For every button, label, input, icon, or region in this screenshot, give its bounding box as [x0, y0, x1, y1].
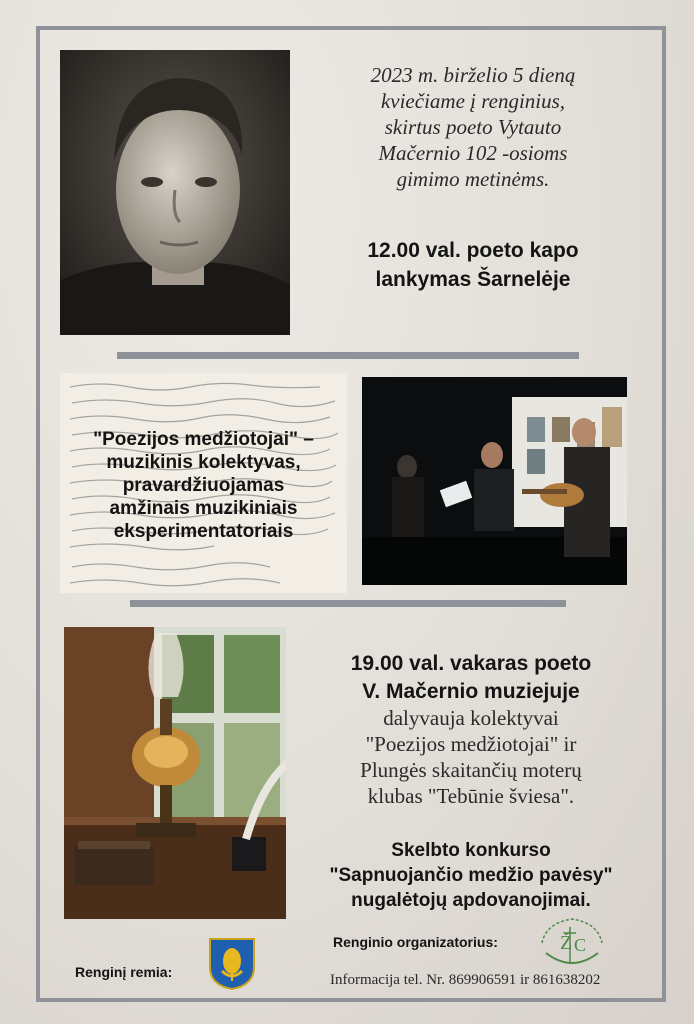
poet-portrait-photo	[60, 50, 290, 335]
cultural-centre-logo-icon	[536, 913, 608, 973]
oil-lamp-photo	[64, 627, 286, 919]
contact-info: Informacija tel. Nr. 869906591 ir 861638202	[330, 972, 601, 988]
band-description: "Poezijos medžiotojai" – muzikinis kolektyvas, pravardžiuojamas amžinais muzikiniais eksperimentatoriais	[93, 429, 314, 542]
evening-event-title: 19.00 val. vakaras poeto V. Mačernio muziejuje	[350, 652, 592, 703]
divider-bottom	[130, 600, 566, 607]
svg-text:C: C	[574, 935, 587, 955]
band-performance-photo	[362, 377, 627, 585]
divider-top	[117, 352, 579, 359]
contest-awards-text: Skelbto konkurso "Sapnuojančio medžio pavėsy" nugalėtojų apdovanojimai.	[329, 840, 613, 911]
event-grave-visit: 12.00 val. poeto kapo lankymas Šarnelėje	[367, 239, 579, 291]
intro-text: 2023 m. birželio 5 dieną kviečiame į renginius, skirtus poeto Vytauto Mačernio 102 -osioms gimimo metinėms.	[370, 63, 576, 191]
municipality-coat-of-arms-icon	[208, 937, 256, 991]
svg-text:Ž: Ž	[560, 932, 573, 954]
organizer-label: Renginio organizatorius:	[333, 934, 498, 950]
sponsor-label: Renginį remia:	[75, 964, 173, 980]
evening-event-description: dalyvauja kolektyvai "Poezijos medžiotojai" ir Plungės skaitančių moterų klubas "Tebūnie šviesa".	[360, 706, 582, 808]
